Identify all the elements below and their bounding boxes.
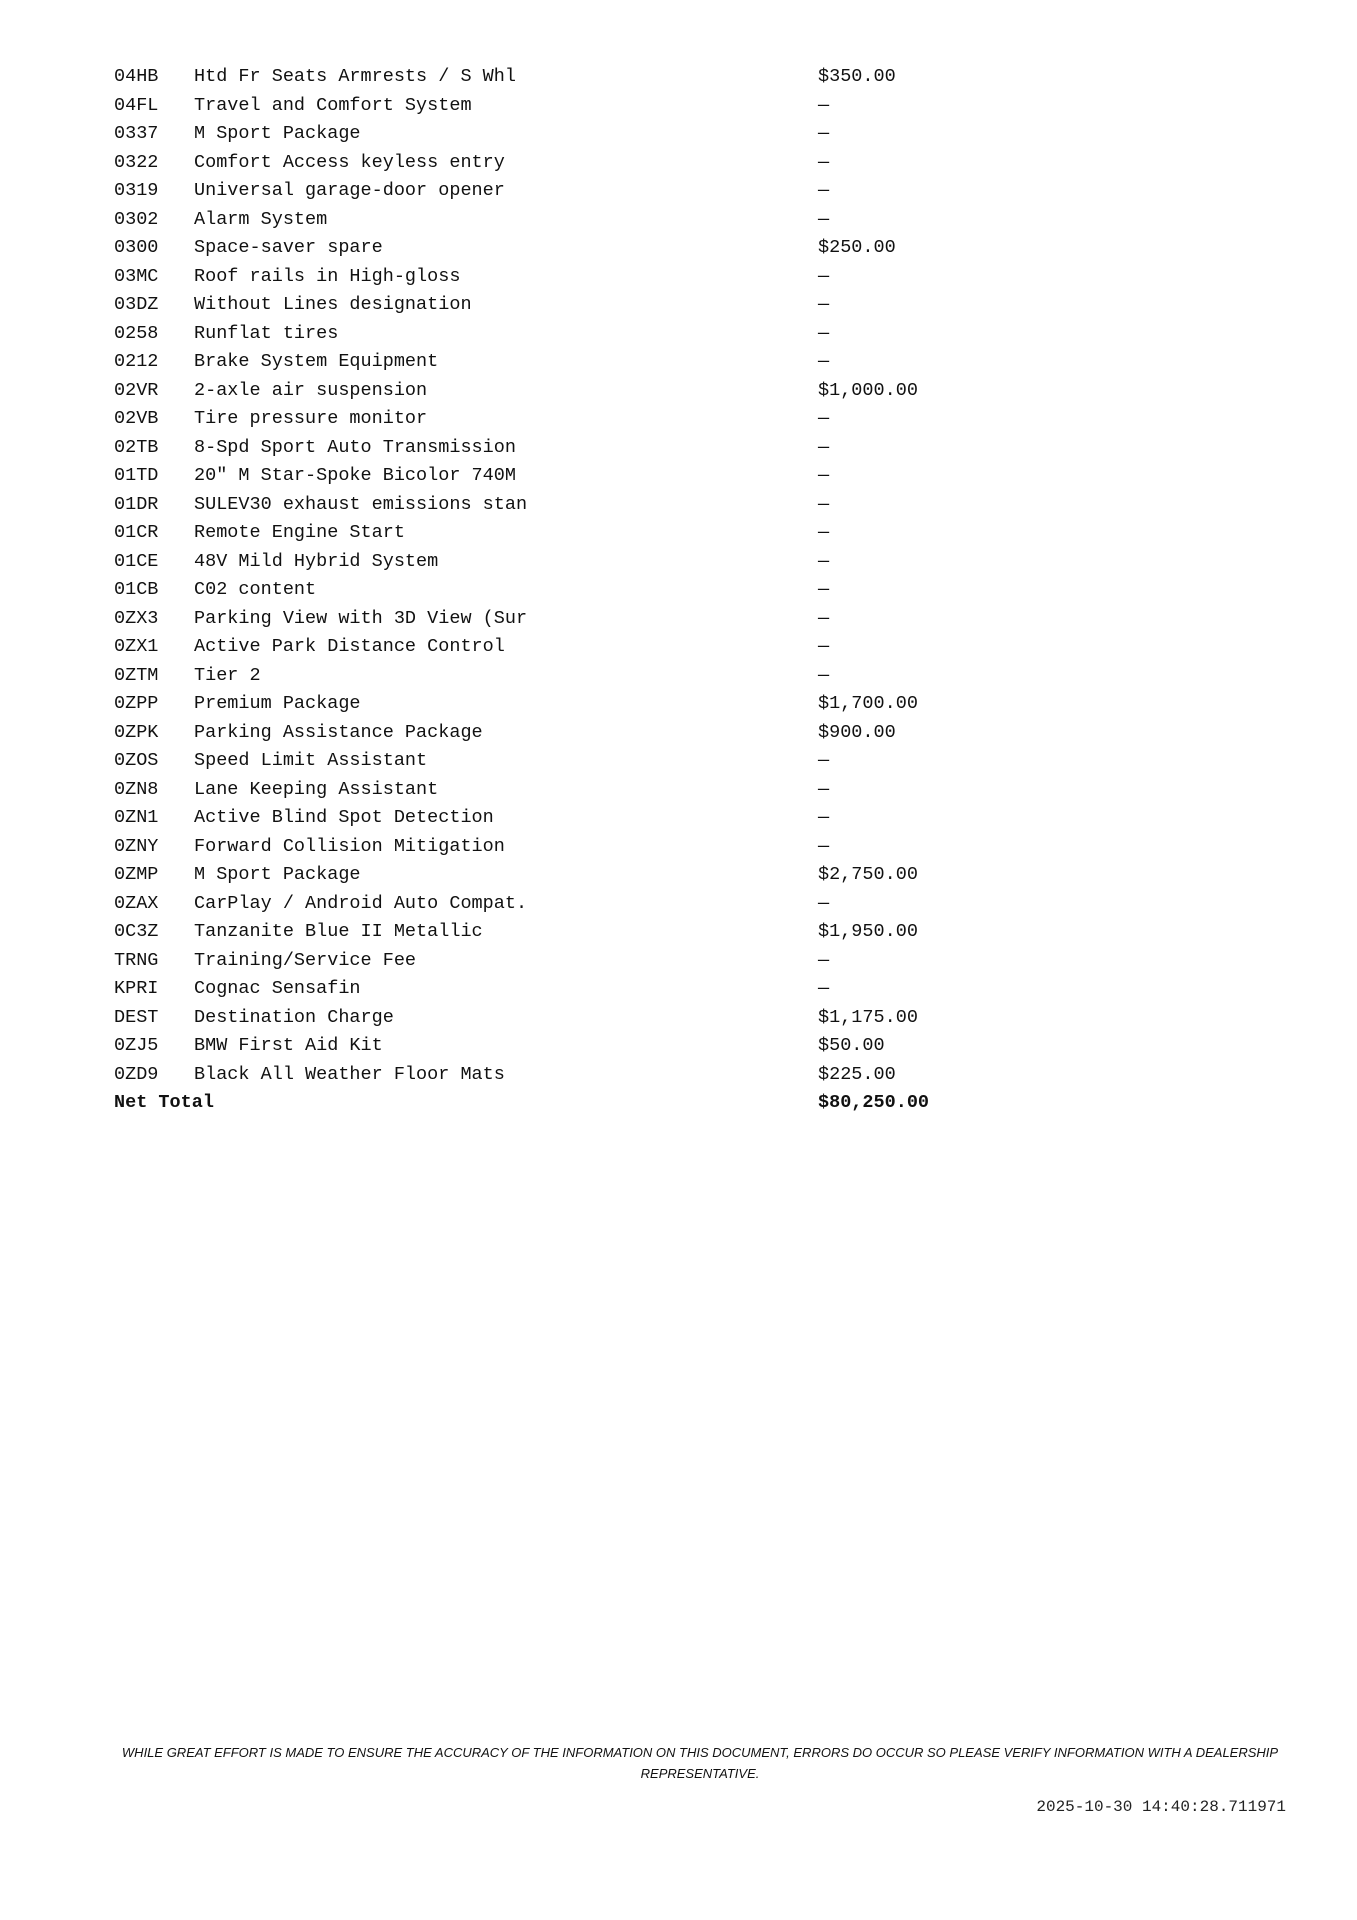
option-description: Cognac Sensafin bbox=[194, 978, 361, 999]
option-code: 01CB bbox=[114, 579, 159, 600]
option-description: Tanzanite Blue II Metallic bbox=[194, 921, 483, 942]
option-price: — bbox=[818, 408, 830, 429]
option-description: 2-axle air suspension bbox=[194, 379, 428, 401]
option-description: Premium Package bbox=[194, 693, 361, 714]
option-price: — bbox=[818, 636, 830, 657]
option-description: BMW First Aid Kit bbox=[194, 1035, 383, 1056]
option-description: Space-saver spare bbox=[194, 237, 383, 258]
option-row bbox=[114, 491, 1018, 520]
option-code: 0ZPP bbox=[114, 693, 159, 714]
option-row bbox=[114, 1061, 1018, 1090]
option-price: — bbox=[818, 978, 830, 999]
option-price: $1,950.00 bbox=[818, 921, 918, 942]
options-list bbox=[114, 63, 1018, 1089]
option-row bbox=[114, 377, 1018, 406]
option-description: Parking Assistance Package bbox=[194, 721, 483, 743]
option-description: Brake System Equipment bbox=[194, 351, 439, 372]
option-price: $1,175.00 bbox=[818, 1006, 918, 1028]
option-code: 02VB bbox=[114, 408, 159, 429]
option-price: — bbox=[818, 123, 830, 144]
option-price: — bbox=[818, 465, 830, 486]
option-description: Alarm System bbox=[194, 208, 328, 230]
option-row bbox=[114, 947, 1018, 976]
option-code: 0ZMP bbox=[114, 864, 159, 885]
option-row bbox=[114, 633, 1018, 662]
option-price: — bbox=[818, 778, 830, 800]
option-price: — bbox=[818, 949, 830, 971]
option-code: 0337 bbox=[114, 123, 159, 144]
option-description: Forward Collision Mitigation bbox=[194, 835, 505, 857]
option-price: — bbox=[818, 750, 830, 771]
option-row bbox=[114, 833, 1018, 862]
option-row bbox=[114, 1004, 1018, 1033]
option-code: 04HB bbox=[114, 66, 159, 87]
option-price: — bbox=[818, 294, 830, 315]
option-row bbox=[114, 63, 1018, 92]
option-row bbox=[114, 348, 1018, 377]
option-row bbox=[114, 719, 1018, 748]
option-code: 0258 bbox=[114, 322, 159, 344]
option-code: 0ZD9 bbox=[114, 1063, 159, 1085]
option-row bbox=[114, 434, 1018, 463]
option-description: 20" M Star-Spoke Bicolor 740M bbox=[194, 465, 516, 486]
option-row bbox=[114, 519, 1018, 548]
option-code: 03MC bbox=[114, 265, 159, 287]
option-row bbox=[114, 548, 1018, 577]
option-code: 0ZJ5 bbox=[114, 1035, 159, 1056]
option-row bbox=[114, 177, 1018, 206]
option-code: 02VR bbox=[114, 379, 159, 401]
option-code: 0300 bbox=[114, 237, 159, 258]
option-price: $2,750.00 bbox=[818, 864, 918, 885]
option-code: 0ZNY bbox=[114, 835, 159, 857]
option-price: — bbox=[818, 94, 830, 116]
option-description: CarPlay / Android Auto Compat. bbox=[194, 892, 528, 914]
option-row bbox=[114, 576, 1018, 605]
option-row bbox=[114, 120, 1018, 149]
option-code: 0302 bbox=[114, 208, 159, 230]
option-row bbox=[114, 149, 1018, 178]
option-price: $250.00 bbox=[818, 237, 896, 258]
option-description: SULEV30 exhaust emissions stan bbox=[194, 493, 528, 515]
option-price: — bbox=[818, 351, 830, 372]
option-description: Universal garage-door opener bbox=[194, 180, 505, 201]
option-description: Tier 2 bbox=[194, 664, 261, 686]
option-row bbox=[114, 747, 1018, 776]
option-description: Black All Weather Floor Mats bbox=[194, 1063, 505, 1085]
option-description: Destination Charge bbox=[194, 1006, 394, 1028]
option-description: Lane Keeping Assistant bbox=[194, 778, 439, 800]
option-code: 0ZTM bbox=[114, 664, 159, 686]
option-description: Without Lines designation bbox=[194, 294, 472, 315]
option-price: $350.00 bbox=[818, 66, 896, 87]
option-row bbox=[114, 234, 1018, 263]
disclaimer-text: WHILE GREAT EFFORT IS MADE TO ENSURE THE ACCURACY OF THE INFORMATION ON THIS DOCUMENT, ERRORS DO OCCUR SO PLEASE VERIFY INFORMATION WITH A DEALERSHIP REPRESENTATIVE. bbox=[121, 1745, 1279, 1781]
option-description: M Sport Package bbox=[194, 123, 361, 144]
option-price: $1,700.00 bbox=[818, 693, 918, 714]
option-description: Comfort Access keyless entry bbox=[194, 151, 505, 173]
option-description: 8-Spd Sport Auto Transmission bbox=[194, 436, 516, 458]
options-table bbox=[114, 63, 1018, 1118]
option-row bbox=[114, 861, 1018, 890]
option-price: — bbox=[818, 265, 830, 287]
net-total-label: Net Total bbox=[114, 1092, 214, 1113]
option-code: 01CR bbox=[114, 522, 159, 543]
option-description: 48V Mild Hybrid System bbox=[194, 550, 439, 572]
option-description: Active Park Distance Control bbox=[194, 636, 505, 657]
print-timestamp: 2025-10-30 14:40:28.711971 bbox=[1036, 1798, 1286, 1816]
option-description: Active Blind Spot Detection bbox=[194, 807, 494, 828]
option-code: 01CE bbox=[114, 550, 159, 572]
option-description: Tire pressure monitor bbox=[194, 408, 428, 429]
option-description: Parking View with 3D View (Sur bbox=[194, 607, 528, 629]
option-row bbox=[114, 804, 1018, 833]
option-price: — bbox=[818, 664, 830, 686]
option-code: 0ZAX bbox=[114, 892, 159, 914]
option-row bbox=[114, 291, 1018, 320]
option-price: — bbox=[818, 522, 830, 543]
option-price: — bbox=[818, 579, 830, 600]
option-code: 0ZPK bbox=[114, 721, 159, 743]
option-row bbox=[114, 263, 1018, 292]
net-total-row bbox=[114, 1089, 1018, 1118]
option-code: 01TD bbox=[114, 465, 159, 486]
option-row bbox=[114, 975, 1018, 1004]
option-row bbox=[114, 918, 1018, 947]
option-row bbox=[114, 776, 1018, 805]
option-price: — bbox=[818, 322, 830, 344]
option-price: $1,000.00 bbox=[818, 379, 918, 401]
option-row bbox=[114, 206, 1018, 235]
option-row bbox=[114, 320, 1018, 349]
option-description: Training/Service Fee bbox=[194, 949, 417, 971]
option-row bbox=[114, 890, 1018, 919]
option-description: Remote Engine Start bbox=[194, 522, 405, 543]
option-code: 0212 bbox=[114, 351, 159, 372]
option-description: C02 content bbox=[194, 579, 317, 600]
option-price: — bbox=[818, 208, 830, 230]
option-code: 03DZ bbox=[114, 294, 159, 315]
option-code: 0ZX1 bbox=[114, 636, 159, 657]
option-description: Htd Fr Seats Armrests / S Whl bbox=[194, 66, 516, 87]
option-description: Travel and Comfort System bbox=[194, 94, 472, 116]
option-row bbox=[114, 92, 1018, 121]
option-price: — bbox=[818, 607, 830, 629]
option-price: — bbox=[818, 550, 830, 572]
option-row bbox=[114, 1032, 1018, 1061]
option-row bbox=[114, 405, 1018, 434]
option-price: $225.00 bbox=[818, 1063, 896, 1085]
option-price: — bbox=[818, 493, 830, 515]
option-row bbox=[114, 662, 1018, 691]
option-description: Speed Limit Assistant bbox=[194, 750, 428, 771]
option-description: Runflat tires bbox=[194, 322, 339, 344]
option-price: — bbox=[818, 436, 830, 458]
option-description: Roof rails in High-gloss bbox=[194, 265, 461, 287]
option-row bbox=[114, 690, 1018, 719]
option-code: 01DR bbox=[114, 493, 159, 515]
option-code: 04FL bbox=[114, 94, 159, 116]
option-price: — bbox=[818, 807, 830, 828]
option-price: — bbox=[818, 151, 830, 173]
option-price: — bbox=[818, 180, 830, 201]
option-code: 0ZOS bbox=[114, 750, 159, 771]
option-description: M Sport Package bbox=[194, 864, 361, 885]
option-code: KPRI bbox=[114, 978, 159, 999]
option-price: — bbox=[818, 892, 830, 914]
option-code: 0ZX3 bbox=[114, 607, 159, 629]
option-code: DEST bbox=[114, 1006, 159, 1028]
option-row bbox=[114, 605, 1018, 634]
option-code: 0ZN8 bbox=[114, 778, 159, 800]
option-row bbox=[114, 462, 1018, 491]
option-code: 02TB bbox=[114, 436, 159, 458]
option-price: — bbox=[818, 835, 830, 857]
option-code: TRNG bbox=[114, 949, 159, 971]
option-price: $50.00 bbox=[818, 1035, 885, 1056]
option-code: 0ZN1 bbox=[114, 807, 159, 828]
option-code: 0319 bbox=[114, 180, 159, 201]
option-price: $900.00 bbox=[818, 721, 896, 743]
net-total-value: $80,250.00 bbox=[818, 1092, 930, 1113]
option-code: 0322 bbox=[114, 151, 159, 173]
option-code: 0C3Z bbox=[114, 921, 159, 942]
